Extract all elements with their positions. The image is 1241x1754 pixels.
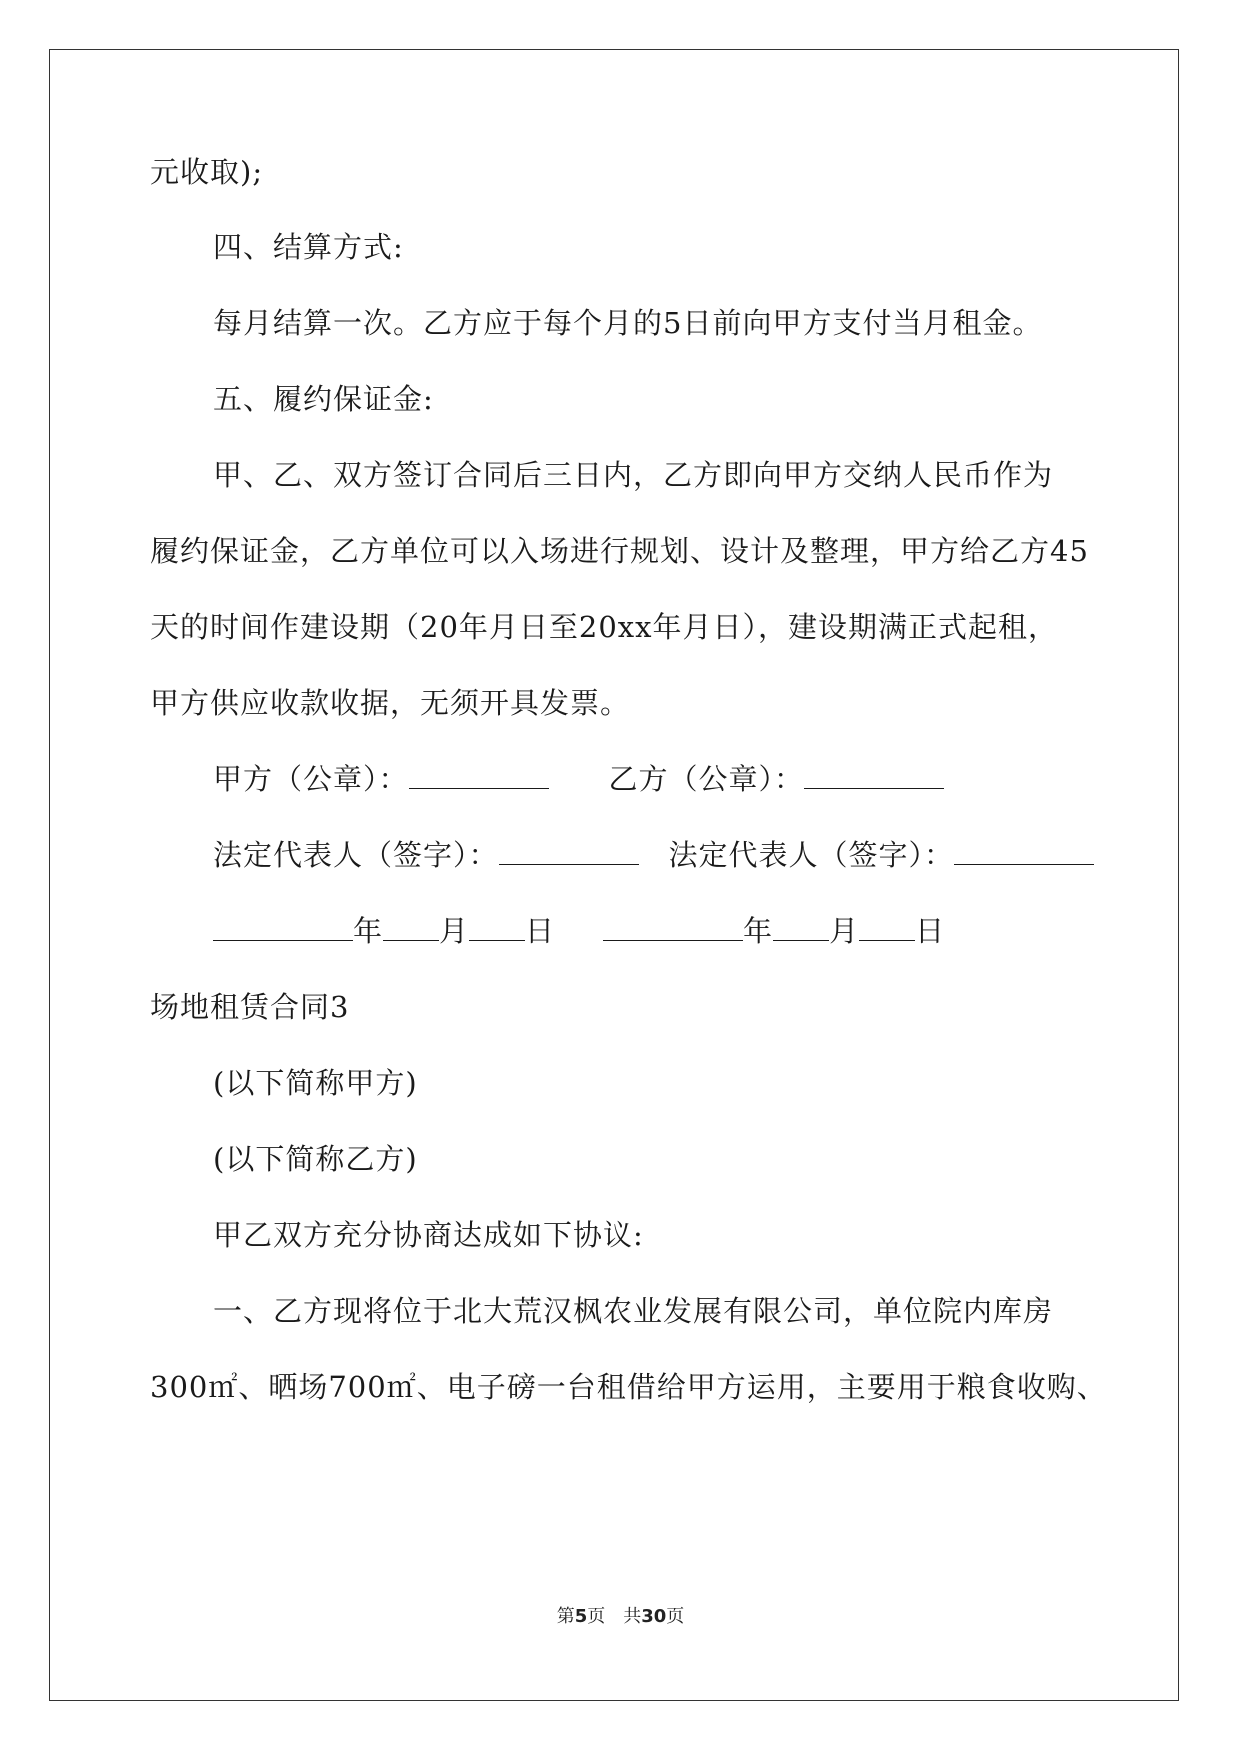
party-b-day-label: 日 [915, 914, 946, 948]
clause-1-line-1: 一、乙方现将位于北大荒汉枫农业发展有限公司，单位院内库房 [213, 1294, 1054, 1328]
seal-row [213, 759, 944, 799]
party-b-rep-label: 法定代表人（签字）： [668, 838, 955, 872]
party-a-day-blank [469, 914, 525, 941]
party-a-year-blank [213, 914, 353, 941]
text-line-3: 每月结算一次。乙方应于每个月的5日前向甲方支付当月租金。 [213, 306, 1043, 340]
party-a-seal-label: 甲方（公章）： [213, 762, 409, 796]
party-a-month-label: 月 [439, 914, 470, 948]
representative-row [213, 835, 1094, 875]
contract-title: 场地租赁合同3 [150, 990, 350, 1024]
footer-page-mid: 页 共 [587, 1606, 642, 1627]
party-b-month-label: 月 [829, 914, 860, 948]
party-b-month-blank [773, 914, 829, 941]
party-a-year-label: 年 [353, 914, 384, 948]
party-b-rep-blank [954, 838, 1094, 865]
party-b-seal-blank [804, 762, 944, 789]
text-line-5: 甲、乙、双方签订合同后三日内，乙方即向甲方交纳人民币作为 [213, 458, 1054, 492]
party-a-seal-blank [409, 762, 549, 789]
page-border [49, 49, 1179, 1701]
footer-page-prefix: 第 [556, 1606, 575, 1627]
text-line-8: 甲方供应收款收据，无须开具发票。 [150, 686, 631, 720]
party-b-year-label: 年 [743, 914, 774, 948]
section-heading-deposit: 五、履约保证金: [213, 382, 434, 416]
party-b-abbrev: (以下简称乙方) [213, 1142, 418, 1176]
footer-page-number: 5 [574, 1606, 588, 1627]
text-line-1: 元收取); [150, 155, 264, 189]
date-row [213, 911, 945, 951]
clause-1-line-2: 300㎡、晒场700㎡、电子磅一台租借给甲方运用，主要用于粮食收购、 [150, 1370, 1107, 1404]
party-a-month-blank [383, 914, 439, 941]
party-a-rep-blank [499, 838, 639, 865]
footer-total-pages: 30 [641, 1606, 667, 1627]
section-heading-settlement: 四、结算方式: [213, 230, 404, 264]
footer-page-suffix: 页 [666, 1606, 685, 1627]
party-b-year-blank [603, 914, 743, 941]
party-b-day-blank [859, 914, 915, 941]
agreement-intro: 甲乙双方充分协商达成如下协议: [213, 1218, 644, 1252]
text-line-6: 履约保证金，乙方单位可以入场进行规划、设计及整理，甲方给乙方45 [150, 534, 1089, 568]
text-line-7: 天的时间作建设期（20年月日至20xx年月日），建设期满正式起租， [150, 610, 1059, 644]
party-a-rep-label: 法定代表人（签字）： [213, 838, 499, 872]
party-a-abbrev: (以下简称甲方) [213, 1066, 418, 1100]
page-footer [0, 1605, 1241, 1629]
party-a-day-label: 日 [525, 914, 556, 948]
party-b-seal-label: 乙方（公章）： [608, 762, 805, 796]
